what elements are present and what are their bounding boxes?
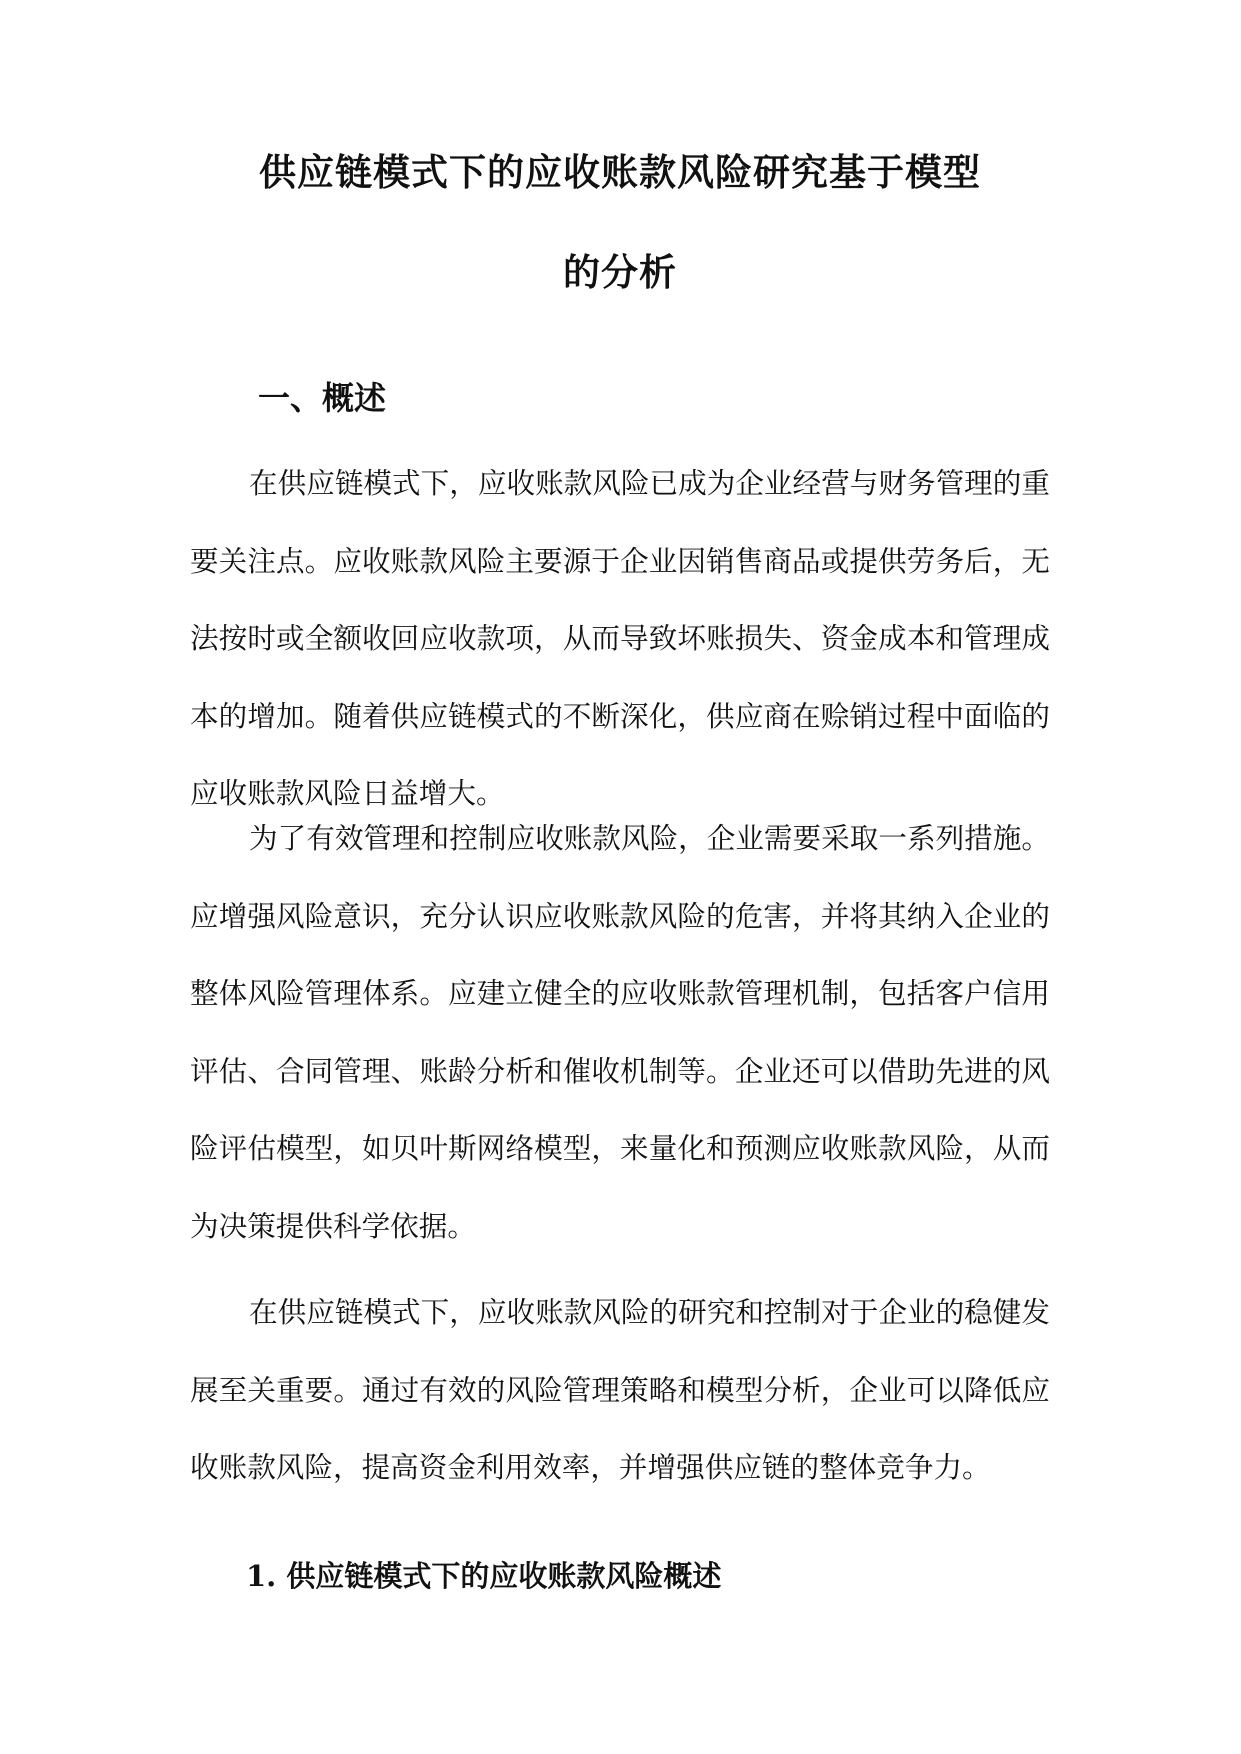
document-title-line-1: 供应链模式下的应收账款风险研究基于模型 bbox=[259, 150, 981, 194]
body-paragraph: 为了有效管理和控制应收账款风险，企业需要采取一系列措施。应增强风险意识，充分认识应收账款风险的危害，并将其纳入企业的整体风险管理体系。应建立健全的应收账款管理机制，包括客户信用评估、合同管理、账龄分析和催收机制等。企业还可以借助先进的风险评估模型，如贝叶斯网络模型，来量化和预测应收账款风险，从而为决策提供科学依据。 bbox=[190, 821, 1050, 1243]
body-paragraph: 在供应链模式下，应收账款风险的研究和控制对于企业的稳健发展至关重要。通过有效的风险管理策略和模型分析，企业可以降低应收账款风险，提高资金利用效率，并增强供应链的整体竞争力。 bbox=[190, 1295, 1050, 1484]
document-title-line-2: 的分析 bbox=[563, 250, 677, 294]
body-paragraph: 在供应链模式下，应收账款风险已成为企业经营与财务管理的重要关注点。应收账款风险主要源于企业因销售商品或提供劳务后，无法按时或全额收回应收款项，从而导致坏账损失、资金成本和管理成本的增加。随着供应链模式的不断深化，供应商在赊销过程中面临的应收账款风险日益增大。 bbox=[190, 466, 1050, 810]
section-heading: 一、概述 bbox=[258, 379, 387, 417]
subsection-heading: 1. 供应链模式下的应收账款风险概述 bbox=[246, 1559, 722, 1593]
